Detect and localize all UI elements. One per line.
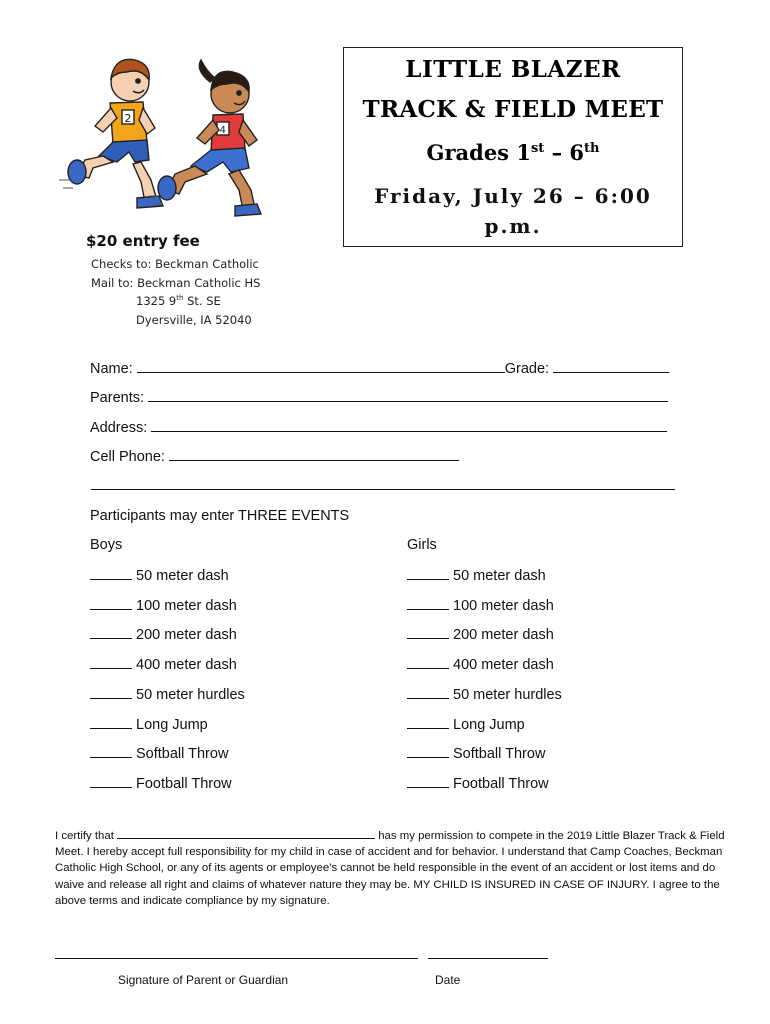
address-field[interactable]: [151, 419, 667, 432]
boys-event-label: 50 meter hurdles: [136, 686, 245, 703]
girls-event-label: Long Jump: [453, 716, 525, 733]
cell-phone-field-row: [90, 448, 459, 465]
event-title: LITTLE BLAZER: [405, 56, 621, 83]
boys-event-item: [90, 716, 208, 733]
girls-heading: Girls: [407, 537, 437, 553]
name-field-row: [90, 360, 669, 377]
date-label: Date: [435, 973, 461, 987]
boys-event-checkbox[interactable]: [90, 656, 132, 669]
girls-event-checkbox[interactable]: [407, 686, 449, 699]
boys-event-checkbox[interactable]: [90, 597, 132, 610]
parents-label: Parents:: [90, 390, 144, 406]
boys-event-item: [90, 567, 229, 584]
title-box: [343, 47, 683, 247]
name-field[interactable]: [137, 360, 505, 373]
boys-event-checkbox[interactable]: [90, 567, 132, 580]
cell-phone-label: Cell Phone:: [90, 449, 165, 465]
boys-event-item: [90, 626, 237, 643]
date-field[interactable]: [428, 958, 548, 959]
girls-event-label: 50 meter dash: [453, 568, 546, 584]
boys-event-item: [90, 745, 228, 762]
girls-event-checkbox[interactable]: [407, 597, 449, 610]
girls-event-item: [407, 745, 545, 762]
boys-event-label: 200 meter dash: [136, 627, 237, 644]
child-name-field[interactable]: [117, 828, 375, 839]
svg-text:2: 2: [124, 112, 132, 125]
boys-event-checkbox[interactable]: [90, 716, 132, 729]
grades-label: Grades 1st – 6th: [426, 140, 600, 165]
girls-event-label: Football Throw: [453, 775, 549, 792]
cell-phone-field[interactable]: [169, 448, 459, 461]
boys-event-label: 400 meter dash: [136, 657, 237, 674]
boys-event-checkbox[interactable]: [90, 775, 132, 788]
boys-event-checkbox[interactable]: [90, 686, 132, 699]
boys-event-item: [90, 686, 245, 703]
girls-event-checkbox[interactable]: [407, 656, 449, 669]
boys-event-checkbox[interactable]: [90, 626, 132, 639]
event-subtitle: TRACK & FIELD MEET: [362, 96, 664, 123]
girls-event-label: Softball Throw: [453, 746, 546, 763]
boys-event-label: Football Throw: [136, 775, 232, 792]
entry-fee: $20 entry fee: [86, 232, 200, 250]
girls-event-item: [407, 686, 562, 703]
girls-event-item: [407, 716, 525, 733]
boys-event-checkbox[interactable]: [90, 745, 132, 758]
girls-event-checkbox[interactable]: [407, 775, 449, 788]
girls-event-item: [407, 597, 554, 614]
girls-event-checkbox[interactable]: [407, 567, 449, 580]
name-label: Name:: [90, 361, 133, 377]
running-kids-icon: [55, 50, 280, 225]
parents-field[interactable]: [148, 389, 668, 402]
address-label: Address:: [90, 420, 148, 436]
boys-event-item: [90, 597, 237, 614]
mail-address-street: 1325 9th St. SE: [136, 294, 221, 308]
girls-event-label: 100 meter dash: [453, 597, 554, 614]
boys-event-label: Long Jump: [136, 716, 208, 733]
girls-event-item: [407, 775, 549, 792]
girls-event-checkbox[interactable]: [407, 745, 449, 758]
certification-statement: I certify that has my permission to compete in the 2019 Little Blazer Track & Field Meet. I hereby accept full responsibility for my child in case of accident and for behavior. I understand that Camp Coaches, Beckman Catholic High School, or any of its agents or employee’s cannot be held responsible in the event of an accident or lost items and do waive and release all right and claims of whatever nature they may be. MY CHILD IS INSURED IN CASE OF INJURY. I agree to the above terms and indicate compliance by my signature.: [55, 830, 725, 907]
grade-label: Grade:: [504, 361, 550, 377]
section-divider: [91, 489, 675, 490]
svg-text:4: 4: [219, 125, 226, 136]
girls-event-item: [407, 656, 554, 673]
girls-event-item: [407, 626, 554, 643]
mail-address-city: Dyersville, IA 52040: [136, 313, 252, 327]
boys-event-label: 100 meter dash: [136, 597, 237, 614]
girls-event-label: 400 meter dash: [453, 657, 554, 674]
parents-field-row: [90, 389, 668, 406]
events-instructions: Participants may enter THREE EVENTS: [90, 508, 350, 524]
checks-to: Checks to: Beckman Catholic: [91, 257, 259, 271]
address-field-row: [90, 419, 667, 436]
girls-event-item: [407, 567, 546, 584]
signature-field[interactable]: [55, 958, 418, 959]
event-date-time: Friday, July 26 – 6:00 p.m.: [374, 184, 652, 238]
boys-event-label: 50 meter dash: [136, 568, 229, 584]
boys-event-item: [90, 775, 232, 792]
mail-to: Mail to: Beckman Catholic HS: [91, 276, 261, 290]
boys-event-item: [90, 656, 237, 673]
grade-field[interactable]: [553, 360, 669, 373]
boys-event-label: Softball Throw: [136, 746, 229, 763]
girls-event-checkbox[interactable]: [407, 716, 449, 729]
girls-event-label: 200 meter dash: [453, 627, 554, 644]
boys-heading: Boys: [90, 537, 123, 553]
signature-label: Signature of Parent or Guardian: [118, 973, 289, 987]
girls-event-label: 50 meter hurdles: [453, 686, 562, 703]
girls-event-checkbox[interactable]: [407, 626, 449, 639]
